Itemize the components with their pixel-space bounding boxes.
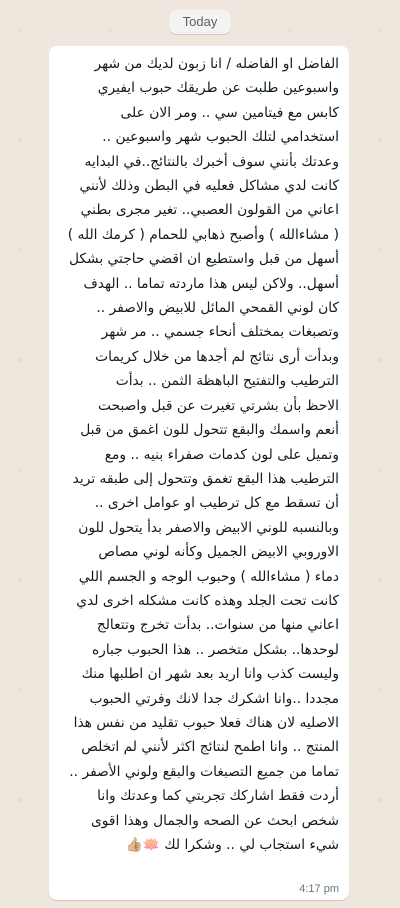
message-text: الفاضل او الفاضله / انا زبون لديك من شهر واسبوعين طلبت عن طريقك حبوب ايفيري كابس مع فيتامين سي .. ومر الان على استخدامي لتلك الحبوب شهر واسبوعين .. وعدتك بأنني سوف أخبرك بالنتائج..في البدايه كانت لدي مشاكل فعليه في البطن وذلك لأنني اعاني من القولون العصبي.. تغير مجرى بطني ( مشاءالله ) وأصبح ذهابي للحمام ( كرمك الله ) أسهل من قبل واستطيع ان اقضي حاجتي بشكل أسهل.. ولاكن ليس هذا ماردته تماما .. الهدف كان لوني القمحي المائل للابيض والاصفر .. وتصبغات بمختلف أنحاء جسمي .. مر شهر وبدأت أرى نتائج لم أجدها من خلال كريمات الترطيب والتفتيح الباهظة الثمن .. بدأت الاحظ بأن بشرتي تغيرت عن قبل واصبحت أنعم واسمك والبقع تتحول للون اغمق من قبل وتميل على لون كدمات صفراء بنيه .. ومع الترطيب هذا البقع تغمق وتتحول إلى طبقه تريد أن تسقط مع كل ترطيب او عوامل اخرى .. وبالنسبه للوني الابيض والاصفر بدأ يتحول للون الاوروبي الابيض الجميل وكأنه لوني مصاص دماء ( مشاءالله ) وحبوب الوجه و الجسم اللي كانت تحت الجلد وهذه كانت مشكله اخرى لدي اعاني منها من سنوات.. بدأت تخرج وتتعالج لوحدها.. بشكل متخصر .. هذا الحبوب جباره وليست كذب وانا اريد بعد شهر ان اطلبها منك مجددا ..وانا اشكرك جدا لانك وفرتي الحبوب الاصليه لان هناك فعلا حبوب تقليد من نفس هذا المنتج .. وانا اطمح لنتائج اكثر لأنني لم اتخلص تماما من جميع التصبغات والبقع ولوني الأصفر .. أردت فقط اشاركك تجربتي كما وعدتك وانا شخص ابحث عن الصحه والجمال وهذا اقوى شيء استجاب لي .. وشكرا لك [67,56,339,853]
date-divider: Today [169,10,231,34]
thumbs-up-emoji: 👍🏼 [125,837,143,853]
message-timestamp: 4:17 pm [299,883,339,895]
incoming-message-bubble[interactable] [49,46,349,900]
lotus-emoji: 🪷 [142,837,160,853]
message-body [59,52,339,857]
